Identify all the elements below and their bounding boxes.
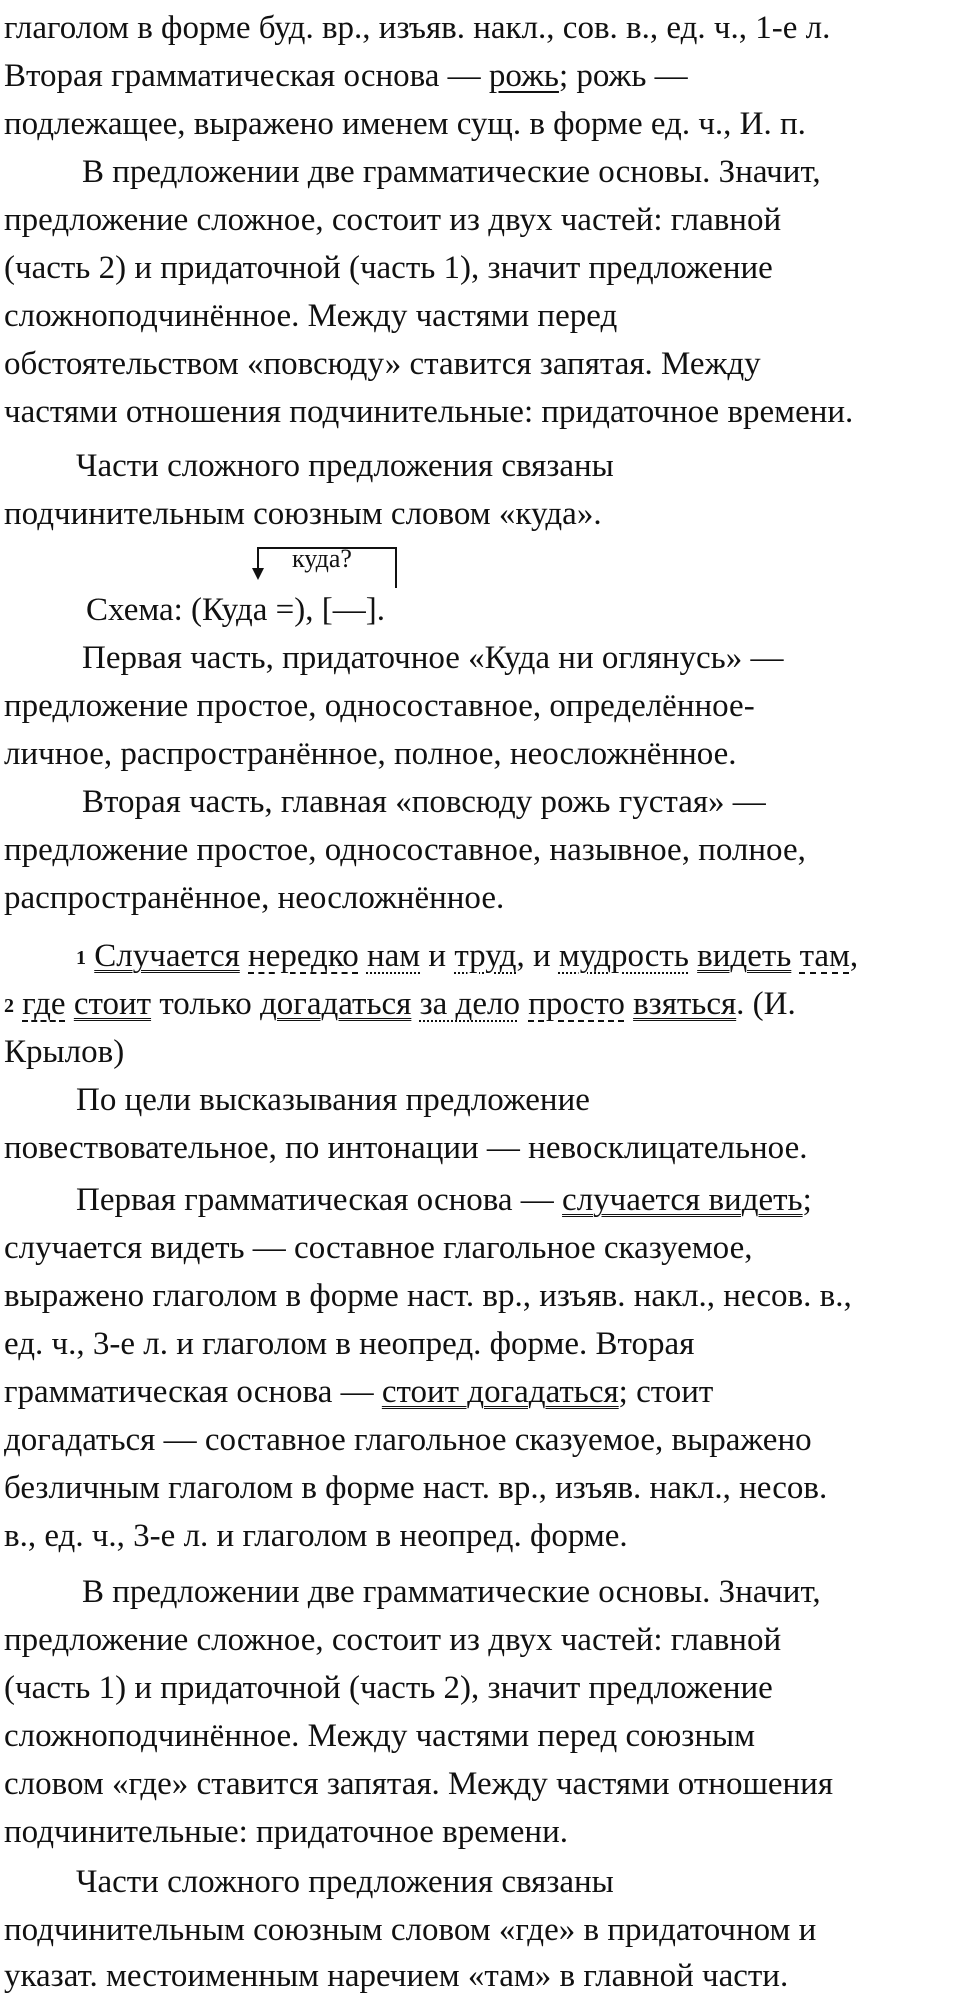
analyzed-sentence-line: 1 Случается нередко нам и труд, и мудрость видеть там, [76, 938, 859, 974]
adverbial-word: просто [528, 986, 625, 1022]
object-word: мудрость [558, 938, 689, 974]
text-line: личное, распространённое, полное, неосложнённое. [4, 736, 737, 772]
predicate-word: догадаться [260, 986, 412, 1022]
text-line: подчинительным союзным словом «куда». [4, 496, 602, 532]
analyzed-sentence-line: 2 где стоит только догадаться за дело просто взяться. (И. [4, 986, 796, 1022]
grammar-base-underlined: стоит догадаться [381, 1374, 619, 1410]
text-line: В предложении две грамматические основы. Значит, [82, 154, 821, 190]
text-line: предложение простое, односоставное, определённое- [4, 688, 755, 724]
text-line: (часть 1) и придаточной (часть 2), значит предложение [4, 1670, 773, 1706]
text-line: Вторая часть, главная «повсюду рожь густая» — [82, 784, 766, 820]
text-line: в., ед. ч., 3-е л. и глаголом в неопред. форме. [4, 1518, 628, 1554]
text-line: глаголом в форме буд. вр., изъяв. накл., сов. в., ед. ч., 1-е л. [4, 10, 831, 46]
text-line: безличным глаголом в форме наст. вр., изъяв. накл., несов. [4, 1470, 828, 1506]
scheme-line: Схема: (Куда =), [—]. [86, 592, 386, 628]
text-line: указат. местоименным наречием «там» в главной части. [4, 1958, 789, 1994]
text-line: В предложении две грамматические основы. Значит, [82, 1574, 821, 1610]
text-line: случается видеть — составное глагольное сказуемое, [4, 1230, 753, 1266]
text-line: выражено глаголом в форме наст. вр., изъяв. накл., несов. в., [4, 1278, 852, 1314]
adverbial-word: нередко [248, 938, 359, 974]
text-line: Части сложного предложения связаны [76, 1864, 614, 1900]
text-line: догадаться — составное глагольное сказуемое, выражено [4, 1422, 812, 1458]
text-line: Вторая грамматическая основа — рожь; рожь — [4, 58, 688, 94]
text-line: распространённое, неосложнённое. [4, 880, 505, 916]
predicate-word: взяться [633, 986, 737, 1022]
text-line: сложноподчинённое. Между частями перед [4, 298, 618, 334]
object-word: труд [454, 938, 517, 974]
clause-number: 1 [76, 947, 86, 969]
text-line: Первая грамматическая основа — случается видеть; [76, 1182, 812, 1218]
text-line: предложение сложное, состоит из двух частей: главной [4, 202, 782, 238]
adverbial-word: там [799, 938, 850, 974]
adverbial-word: где [22, 986, 66, 1022]
text-line: подлежащее, выражено именем сущ. в форме ед. ч., И. п. [4, 106, 806, 142]
text-line: повествовательное, по интонации — невосклицательное. [4, 1130, 808, 1166]
text-line: сложноподчинённое. Между частями перед союзным [4, 1718, 756, 1754]
predicate-word: видеть [697, 938, 792, 974]
text-line: частями отношения подчинительные: придаточное времени. [4, 394, 854, 430]
text-line: предложение сложное, состоит из двух частей: главной [4, 1622, 782, 1658]
object-word: нам [366, 938, 421, 974]
text-line: Части сложного предложения связаны [76, 448, 614, 484]
text-line: Первая часть, придаточное «Куда ни оглянусь» — [82, 640, 784, 676]
text-line: Крылов) [4, 1034, 125, 1070]
text-line: подчинительным союзным словом «где» в придаточном и [4, 1912, 817, 1948]
object-word: за дело [419, 986, 520, 1022]
text-line: ед. ч., 3-е л. и глаголом в неопред. форме. Вторая [4, 1326, 695, 1362]
clause-number: 2 [4, 995, 14, 1017]
predicate-word: Случается [94, 938, 240, 974]
text-line: подчинительные: придаточное времени. [4, 1814, 568, 1850]
predicate-word: стоит [73, 986, 152, 1022]
subject-underlined: рожь [488, 58, 559, 94]
text-line: словом «где» ставится запятая. Между частями отношения [4, 1766, 833, 1802]
text-line: По цели высказывания предложение [76, 1082, 590, 1118]
text-line: грамматическая основа — стоит догадаться; стоит [4, 1374, 714, 1410]
text-line: (часть 2) и придаточной (часть 1), значит предложение [4, 250, 773, 286]
text-line: предложение простое, односоставное, назывное, полное, [4, 832, 806, 868]
scheme-question: куда? [292, 544, 352, 573]
grammar-base-underlined: случается видеть [562, 1182, 803, 1218]
text-line: обстоятельством «повсюду» ставится запятая. Между [4, 346, 761, 382]
